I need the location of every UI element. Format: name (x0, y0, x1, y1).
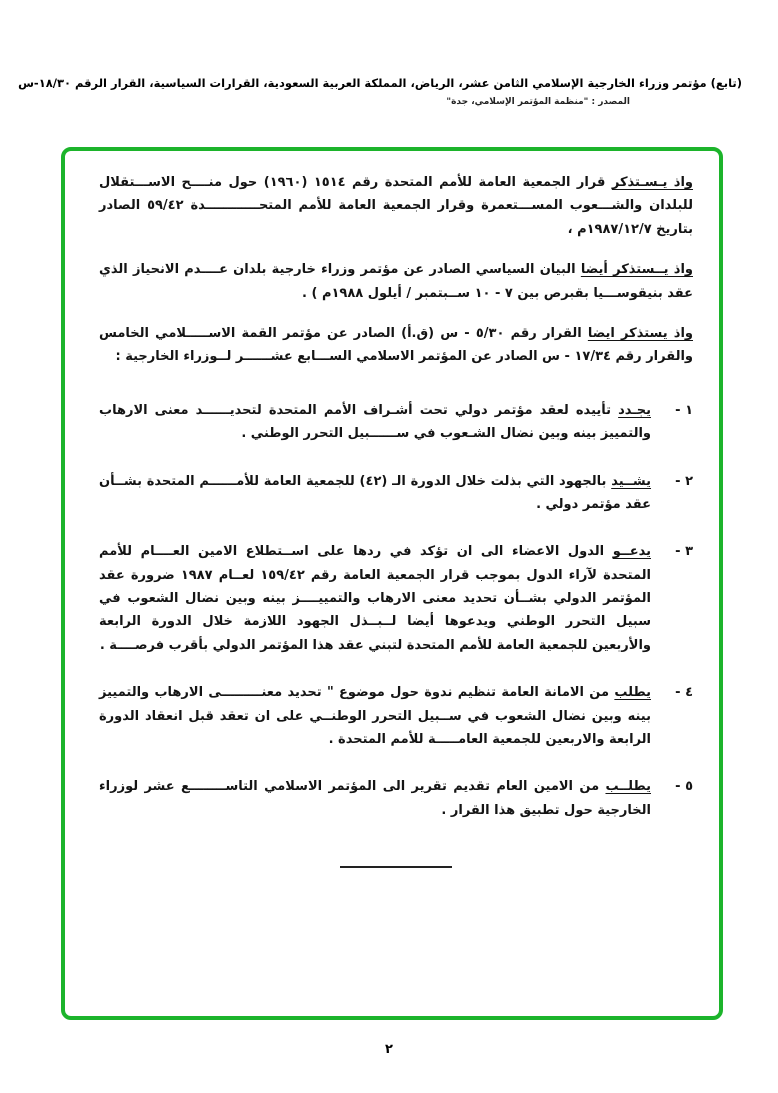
item-text (99, 399, 651, 446)
item-lead: يطلب (614, 685, 651, 701)
paragraph-lead: واذ يـسـتذكر (611, 175, 694, 190)
separator-line (340, 866, 452, 868)
item-body: من الامين العام تقديم تقرير الى المؤتمر الاسلامي التاســــــــع عشر لوزراء الخارجية حول تطبيق هذا القرار . (99, 779, 651, 818)
item-lead: يطلــب (605, 779, 651, 795)
page-number: ٢ (385, 1042, 393, 1057)
item-number: ٥ - (675, 779, 693, 795)
item-lead: يجـدد (618, 402, 651, 418)
item-text (99, 540, 651, 657)
list-item-4 (99, 681, 693, 751)
document-header (0, 76, 778, 107)
paragraph-text: البيان السياسي الصادر عن مؤتمر وزراء خارجية بلدان عــــدم الانحياز الذي عقد بنيقوســـيا بقبرص بين ٧ - ١٠ ســبتمبر / أيلول ١٩٨٨م ) . (99, 262, 693, 301)
item-body: بالجهود التي بذلت خلال الدورة الـ (٤٢) للجمعية العامة للأمــــــم المتحدة بشــأن عقد مؤتمر دولي . (99, 473, 651, 512)
item-body: تأييده لعقد مؤتمر دولي تحت أشـراف الأمم المتحدة لتحديــــــد معنى الارهاب والتمييز بينه وبين نضال الشـعوب في ســــــبيل التحرر الوطني . (99, 402, 651, 442)
item-lead: يشــيد (611, 473, 652, 489)
preamble-paragraph-3 (99, 322, 693, 369)
item-text (99, 470, 651, 517)
preamble-paragraph-2 (99, 258, 693, 305)
header-source: المصدر : "منظمة المؤتمر الإسلامي، جدة" (446, 97, 630, 107)
paragraph-text: القرار رقم ٥/٣٠ - س (ق.أ) الصادر عن مؤتمر القمة الاســـــلامي الخامس والقرار رقم ١٧/٣٤ - س الصادر عن المؤتمر الاسلامي الســـابع عشــــــر لــوزراء الخارجية : (99, 325, 693, 365)
list-item-1 (99, 399, 693, 446)
preamble-paragraph-1 (99, 171, 693, 241)
scanned-page-frame (61, 147, 723, 1020)
resolution-items (99, 399, 693, 822)
item-text (99, 775, 651, 822)
paragraph-lead: واذ يستذكر ايضا (587, 325, 693, 341)
scanned-content (65, 151, 719, 868)
paragraph-text: قرار الجمعية العامة للأمم المتحدة رقم ١٥١٤ (١٩٦٠) حول منــــح الاســـتقلال للبلدان والشـــعوب المســـتعمرة وقرار الجمعية العامة للأمم المتحــــــــــــدة ٥٩/٤٢ الصادر بتاريخ ١٩٨٧/١٢/٧م ، (99, 175, 693, 237)
list-item-3 (99, 540, 693, 657)
item-lead: يدعــو (612, 544, 651, 560)
list-item-5 (99, 775, 693, 822)
item-number: ٢ - (675, 473, 693, 489)
item-number: ٣ - (675, 544, 693, 560)
paragraph-lead: واذ يــستذكر أيضا (580, 262, 693, 278)
header-title: (تابع) مؤتمر وزراء الخارجية الإسلامي الثامن عشر، الرياض، المملكة العربية السعودية، القرارات السياسية، القرار الرقم ١٨/٣٠-س (18, 76, 742, 90)
item-number: ٤ - (675, 685, 693, 701)
list-item-2 (99, 470, 693, 517)
item-body: من الامانة العامة تنظيم ندوة حول موضوع " تحديد معنـــــــــى الارهاب والتمييز بينه وبين نضال الشعوب في ســبيل التحرر الوطنــي على ان تعقد قبل انعقاد الدورة الرابعة والاربعين للجمعية العامـــــة للأمم المتحدة . (99, 685, 651, 748)
item-body: الدول الاعضاء الى ان تؤكد في ردها على اســتطلاع الامين العــــام للأمم المتحدة لآراء الدول بموجب قرار الجمعية العامة رقم ١٥٩/٤٢ لعــام ١٩٨٧ ضرورة عقد المؤتمر الدولي بشــأن تحديد معنى الارهاب والتمييــــز بينه وبين نضال الشعوب في سبيل التحرر الوطني ويدعوها أيضا لــبــذل الجهود اللازمة خلال الدورة الرابعة والأربعين للجمعية العامة للأمم المتحدة لتبني عقد هذا المؤتمر الدولي بأقرب فرصــــة . (99, 544, 652, 653)
item-text (99, 681, 651, 751)
item-number: ١ - (675, 402, 693, 418)
